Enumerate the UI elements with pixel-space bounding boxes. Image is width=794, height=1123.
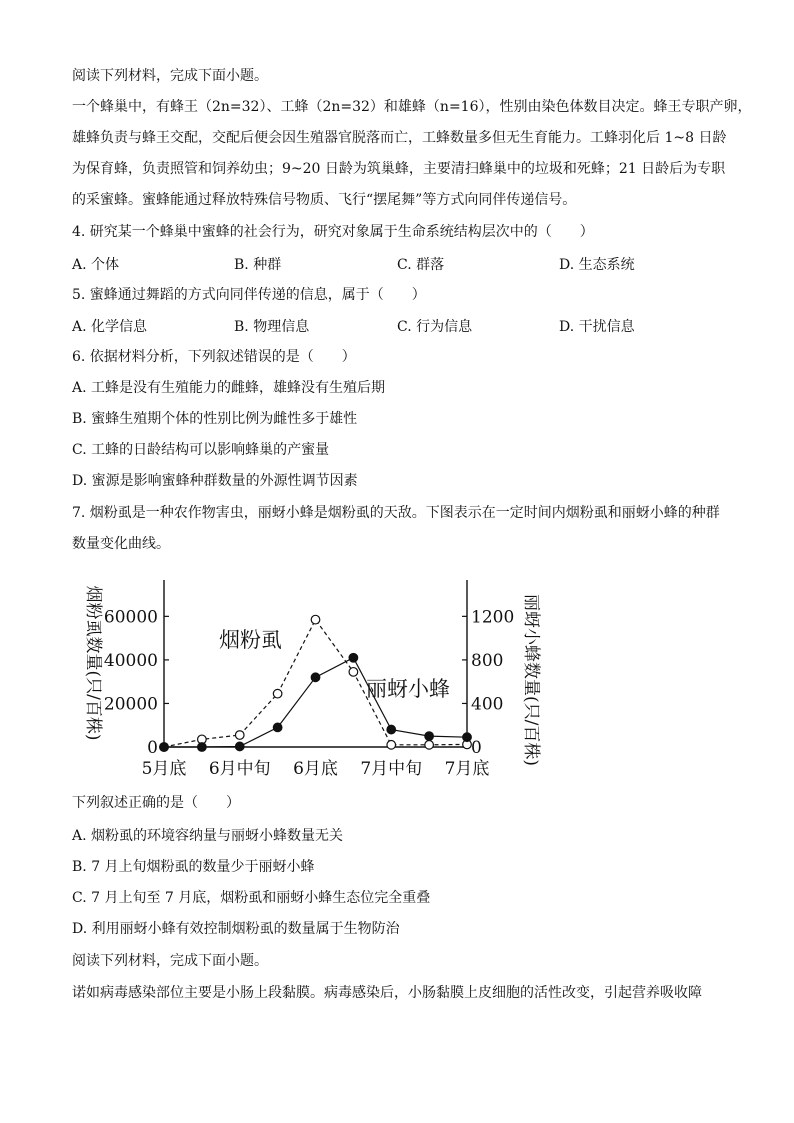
y-right-tick-label: 0 [471, 738, 482, 758]
option-c: C. 7 月上旬至 7 月底，烟粉虱和丽蚜小蜂生态位完全重叠 [72, 890, 431, 906]
data-point [387, 725, 396, 734]
option-a: A. 个体 [72, 257, 120, 273]
option-c: C. 群落 [397, 257, 445, 273]
option-d: D. 蜜源是影响蜜蜂种群数量的外源性调节因素 [72, 473, 358, 489]
data-point [160, 743, 169, 752]
option-d: D. 干扰信息 [559, 319, 635, 335]
y-right-axis-title: 丽蚜小蜂数量(只/百株) [521, 594, 541, 766]
option-c: C. 工蜂的日龄结构可以影响蜂巢的产蜜量 [72, 442, 330, 458]
data-point [349, 668, 358, 677]
question-7-prompt: 下列叙述正确的是（ ） [72, 795, 240, 811]
material-intro: 阅读下列材料，完成下面小题。 [72, 953, 268, 969]
data-point [235, 742, 244, 751]
y-left-axis-title: 烟粉虱数量(只/百株) [83, 585, 103, 741]
x-tick-label: 6月底 [293, 759, 338, 779]
option-a: A. 工蜂是没有生殖能力的雌蜂，雄蜂没有生殖后期 [72, 380, 386, 396]
question-4-stem: 4. 研究某一个蜂巢中蜜蜂的社会行为，研究对象属于生命系统结构层次中的（ ） [72, 224, 594, 240]
question-7-stem-line: 7. 烟粉虱是一种农作物害虫，丽蚜小蜂是烟粉虱的天敌。下图表示在一定时间内烟粉虱和丽蚜小蜂的种群 [72, 505, 720, 521]
series-line-2 [164, 658, 467, 747]
option-a: A. 化学信息 [72, 319, 148, 335]
y-left-tick-label: 60000 [103, 607, 158, 628]
question-5-stem: 5. 蜜蜂通过舞蹈的方式向同伴传递的信息，属于（ ） [72, 287, 426, 303]
x-tick-label: 7月中旬 [360, 759, 423, 779]
data-point [349, 653, 358, 662]
x-tick-label: 6月中旬 [208, 759, 271, 779]
data-point [273, 723, 282, 732]
material-paragraph-line: 诺如病毒感染部位主要是小肠上段黏膜。病毒感染后，小肠黏膜上皮细胞的活性改变，引起营养吸收障 [72, 985, 702, 1001]
question-7-stem-line: 数量变化曲线。 [72, 536, 170, 552]
y-left-tick-label: 20000 [103, 694, 158, 715]
x-tick-label: 7月底 [444, 759, 490, 779]
data-point [463, 733, 472, 742]
y-left-tick-label: 0 [147, 738, 158, 758]
option-b: B. 7 月上旬烟粉虱的数量少于丽蚜小蜂 [72, 859, 315, 875]
option-d: D. 利用丽蚜小蜂有效控制烟粉虱的数量属于生物防治 [72, 921, 400, 937]
option-b: B. 物理信息 [234, 319, 310, 335]
question-6-stem: 6. 依据材料分析，下列叙述错误的是（ ） [72, 349, 356, 365]
data-point [235, 731, 244, 740]
option-b: B. 蜜蜂生殖期个体的性别比例为雌性多于雄性 [72, 411, 358, 427]
data-point [273, 689, 282, 698]
question-4-options [72, 254, 722, 274]
option-a: A. 烟粉虱的环境容纳量与丽蚜小蜂数量无关 [72, 828, 344, 844]
data-point [311, 673, 320, 682]
option-c: C. 行为信息 [397, 319, 473, 335]
y-right-tick-label: 400 [471, 694, 504, 715]
x-tick-label: 5月底 [141, 759, 187, 779]
data-point [425, 732, 434, 741]
data-point [311, 615, 320, 624]
data-point [425, 741, 434, 750]
option-b: B. 种群 [234, 257, 282, 273]
y-right-tick-label: 800 [471, 650, 504, 671]
question-5-options [72, 316, 722, 336]
data-point [387, 741, 396, 750]
option-d: D. 生态系统 [559, 257, 635, 273]
series-label: 烟粉虱 [219, 628, 282, 652]
population-chart [72, 565, 552, 785]
material-intro: 阅读下列材料，完成下面小题。 [72, 68, 268, 84]
series-label: 丽蚜小蜂 [366, 677, 450, 701]
y-right-tick-label: 1200 [471, 607, 515, 628]
material-paragraph-line: 一个蜂巢中，有蜂王（2n=32）、工蜂（2n=32）和雄蜂（n=16），性别由染色体数目决定。蜂王专职产卵， [72, 99, 752, 115]
material-paragraph-line: 雄蜂负责与蜂王交配，交配后便会因生殖器官脱落而亡，工蜂数量多但无生育能力。工蜂羽化后 1~8 日龄 [72, 130, 727, 146]
data-point [198, 743, 207, 752]
material-paragraph-line: 为保育蜂，负责照管和饲养幼虫；9~20 日龄为筑巢蜂，主要清扫蜂巢中的垃圾和死蜂；21 日龄后为专职 [72, 161, 726, 177]
y-left-tick-label: 40000 [103, 650, 158, 671]
material-paragraph-line: 的采蜜蜂。蜜蜂能通过释放特殊信号物质、飞行“摆尾舞”等方式向同伴传递信号。 [72, 192, 577, 208]
